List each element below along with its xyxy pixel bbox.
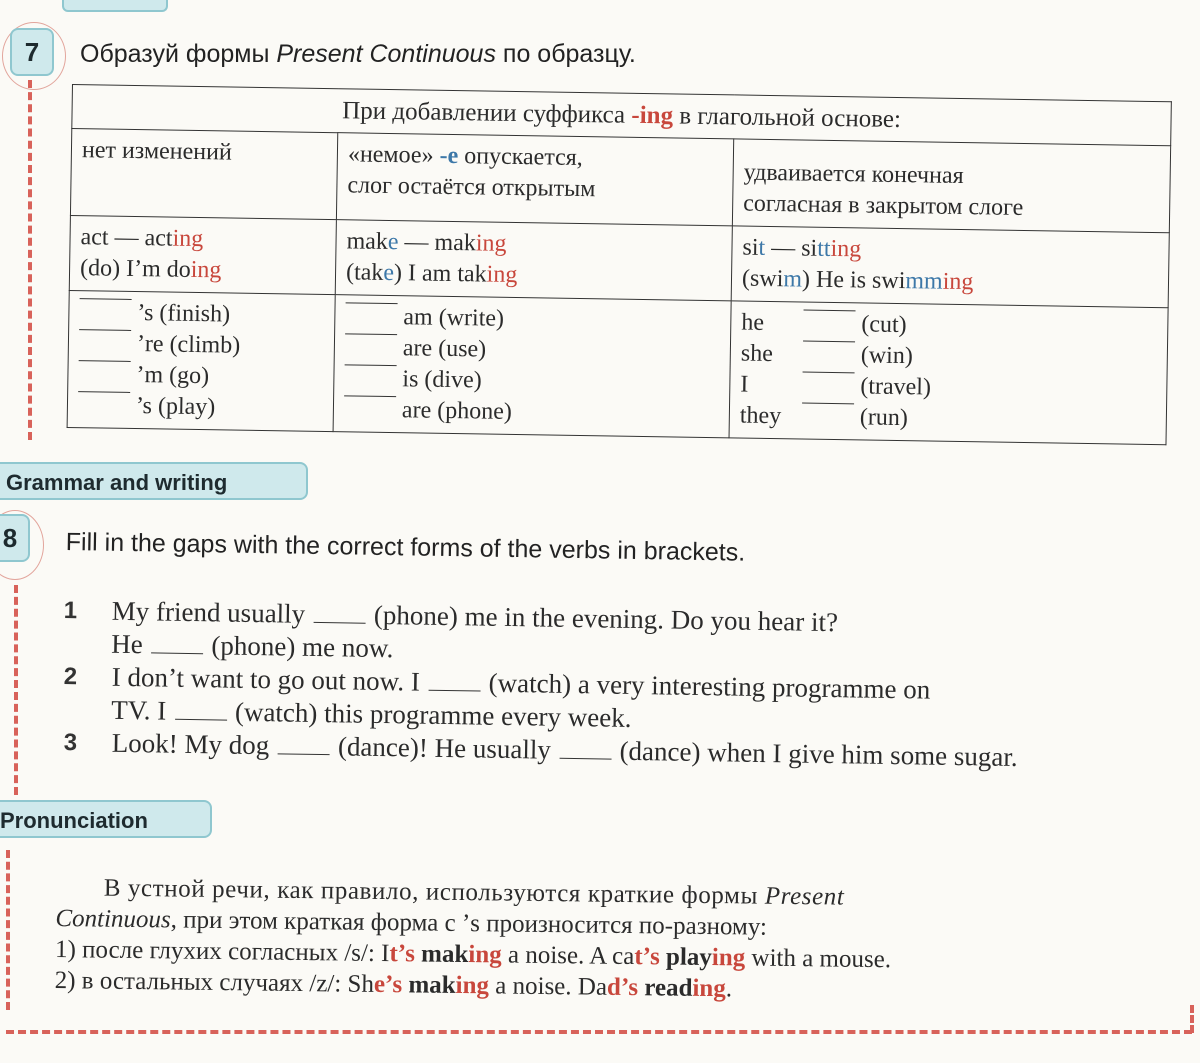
section-header-grammar-writing: Grammar and writing: [0, 462, 308, 500]
ex2-sentence-b: ) I am tak: [393, 260, 487, 288]
item-text: (phone) me now.: [211, 630, 394, 664]
task-text: am (write): [403, 304, 505, 332]
col2-heading-text: «немое»: [347, 141, 440, 169]
answer-gap[interactable]: [79, 328, 131, 331]
header-text: При добавлении суффикса: [342, 97, 632, 129]
rule-text: a noise. Da: [488, 972, 608, 1001]
left-dashed-border-2: [14, 585, 18, 795]
answer-gap[interactable]: [346, 301, 398, 304]
ex3-word-t: t: [758, 234, 766, 261]
pronoun: I: [740, 371, 749, 398]
item-text: My friend usually: [111, 595, 306, 629]
col1-heading: [70, 129, 337, 220]
rule-text: , при этом краткая форма с ’s произносится по-разному:: [170, 906, 768, 941]
ex3-form-stem: si: [800, 235, 818, 262]
exercise-7-instruction: [80, 40, 636, 69]
answer-gap[interactable]: [278, 752, 330, 755]
task-text: are (use): [402, 335, 487, 363]
task-text: (cut): [861, 311, 907, 339]
task-line: [78, 390, 323, 425]
ex1-word: act: [80, 224, 109, 251]
item-text: Look! My dog: [111, 727, 270, 761]
rule-text: .: [725, 975, 733, 1003]
instruction-text: Образуй формы: [80, 40, 277, 68]
task-line: [740, 401, 1156, 439]
task-text: is (dive): [402, 366, 482, 394]
ex2-form-ing: ing: [475, 230, 507, 257]
rule-text: В устной речи, как правило, используются краткие формы: [103, 874, 765, 910]
rule-text: with a mouse.: [745, 944, 892, 974]
ex1-form-ing: ing: [172, 225, 204, 253]
ex2-word-stem: mak: [346, 228, 389, 255]
section-header-pronunciation: Pronunciation: [0, 800, 212, 838]
rule-bold: mak: [420, 940, 469, 969]
rule-text: 2) в остальных случаях /z/: Sh: [54, 966, 375, 998]
top-tab-decoration: [62, 0, 168, 12]
task-text: (travel): [860, 373, 932, 401]
item-number: 3: [63, 728, 78, 757]
exercise-number-8: 8: [0, 514, 30, 562]
pronoun: he: [741, 309, 765, 336]
answer-gap[interactable]: [802, 402, 854, 405]
task-text: are (phone): [401, 397, 513, 425]
item-number: 2: [63, 662, 78, 691]
header-text-end: в глагольной основе:: [672, 102, 902, 134]
answer-gap[interactable]: [151, 651, 203, 654]
col2-example: [335, 220, 732, 301]
col3-heading-text-b: согласная в закрытом слоге: [743, 190, 1024, 221]
answer-gap[interactable]: [314, 621, 366, 624]
task-line: [79, 328, 324, 363]
answer-gap[interactable]: [344, 394, 396, 397]
rule-text: 1) после глухих согласных /s/: I: [54, 935, 390, 968]
task-line: [344, 394, 719, 431]
col3-heading: [732, 139, 1170, 233]
pronoun: she: [740, 340, 774, 368]
ex1-sentence-ing: ing: [190, 256, 222, 284]
rule-italic: Continuous: [55, 904, 171, 934]
col2-heading-text-c: слог остаётся открытым: [347, 172, 596, 203]
col3-example: [731, 226, 1169, 308]
item-text: (watch) a very interesting programme on: [488, 667, 931, 705]
ex2-sentence-a: (tak: [345, 259, 384, 286]
pronunciation-rule: [54, 872, 1185, 1010]
right-dashed-border: [1190, 1005, 1194, 1033]
answer-gap[interactable]: [345, 332, 397, 335]
rule-ing: ing: [455, 971, 490, 1000]
ex2-form-stem: mak: [434, 229, 477, 257]
task-text: ’re (climb): [136, 331, 241, 359]
task-text: ’s (finish): [137, 300, 231, 328]
rule-bold: play: [665, 943, 713, 972]
rule-bold: read: [644, 974, 693, 1002]
task-text: ’m (go): [136, 362, 210, 390]
item-number: 1: [63, 596, 78, 625]
rule-ing: ing: [711, 944, 746, 972]
answer-gap[interactable]: [803, 371, 855, 374]
answer-gap[interactable]: [803, 340, 855, 343]
rule-ing: ing: [692, 974, 726, 1003]
header-suffix: -ing: [631, 101, 674, 130]
answer-gap[interactable]: [559, 757, 611, 760]
answer-gap[interactable]: [80, 297, 132, 300]
ex2-word-e: e: [387, 228, 399, 256]
col2-heading-e: -e: [439, 142, 459, 170]
left-dashed-border-3: [6, 850, 10, 1010]
col2-heading: [336, 133, 733, 226]
task-text: ’s (play): [135, 393, 216, 421]
ex1-sentence: (do) I’m do: [79, 255, 191, 283]
rule-text: a noise. A ca: [501, 941, 635, 971]
answer-gap[interactable]: [345, 363, 397, 366]
rule-italic: Present: [764, 882, 845, 911]
answer-gap[interactable]: [79, 359, 131, 362]
ex3-form-tt: tt: [817, 235, 831, 262]
rule-ing: ing: [468, 941, 502, 969]
item-text: TV. I: [110, 694, 167, 726]
col3-tasks: [729, 301, 1168, 445]
bottom-dashed-border: [6, 1030, 1192, 1034]
exercise-number-7: 7: [10, 28, 54, 76]
ex2-sentence-e: e: [383, 259, 395, 287]
col2-tasks: [333, 295, 731, 438]
left-dashed-border-1: [28, 80, 32, 440]
task-text: (win): [860, 342, 914, 370]
ex3-sentence-b: ) He is swi: [801, 266, 906, 295]
grammar-table: [67, 84, 1172, 445]
answer-gap[interactable]: [804, 309, 856, 312]
task-line: [78, 359, 323, 394]
item-text: (dance)! He usually: [337, 731, 552, 765]
rule-highlight: d’s: [606, 973, 639, 1002]
answer-gap[interactable]: [175, 718, 227, 721]
ex3-dash: —: [764, 234, 802, 262]
item-text: (phone) me in the evening. Do you hear it?: [373, 599, 839, 638]
ex3-sentence-m: m: [783, 266, 803, 293]
item-text: (dance) when I give him some sugar.: [619, 735, 1018, 772]
answer-gap[interactable]: [78, 390, 130, 393]
item-text: He: [110, 628, 143, 660]
col3-heading-text: удваивается конечная: [743, 159, 964, 190]
rule-bold: mak: [408, 971, 456, 999]
ex3-sentence-a: (swi: [741, 265, 784, 293]
ex3-word-stem: si: [742, 234, 759, 261]
exercise-8-items: [63, 594, 1184, 772]
task-text: (run): [859, 404, 909, 432]
exercise-8-instruction: Fill in the gaps with the correct forms of the verbs in brackets.: [65, 528, 746, 567]
ex2-sentence-ing: ing: [486, 261, 518, 289]
task-line: [79, 297, 324, 332]
ex2-dash: —: [398, 229, 435, 256]
rule-highlight: t’s: [634, 943, 660, 971]
rule-highlight: t’s: [389, 940, 416, 968]
instruction-text-end: по образцу.: [495, 40, 636, 68]
item-text: (watch) this programme every week.: [234, 696, 632, 733]
col2-heading-text-b: опускается,: [458, 143, 583, 172]
pronoun: they: [739, 402, 782, 430]
ex1-dash: —: [108, 224, 145, 252]
col1-tasks: [67, 290, 335, 431]
ex3-form-ing: ing: [830, 235, 862, 263]
rule-highlight: e’s: [373, 970, 403, 999]
answer-gap[interactable]: [429, 689, 481, 692]
ex3-sentence-mm: mm: [905, 268, 943, 295]
ex1-form-stem: act: [144, 225, 173, 252]
col1-example: [69, 215, 336, 294]
item-text: I don’t want to go out now. I: [111, 661, 421, 697]
col1-heading-text: нет изменений: [81, 137, 232, 166]
ex3-sentence-ing: ing: [942, 268, 974, 296]
instruction-italic: Present Continuous: [276, 40, 496, 68]
